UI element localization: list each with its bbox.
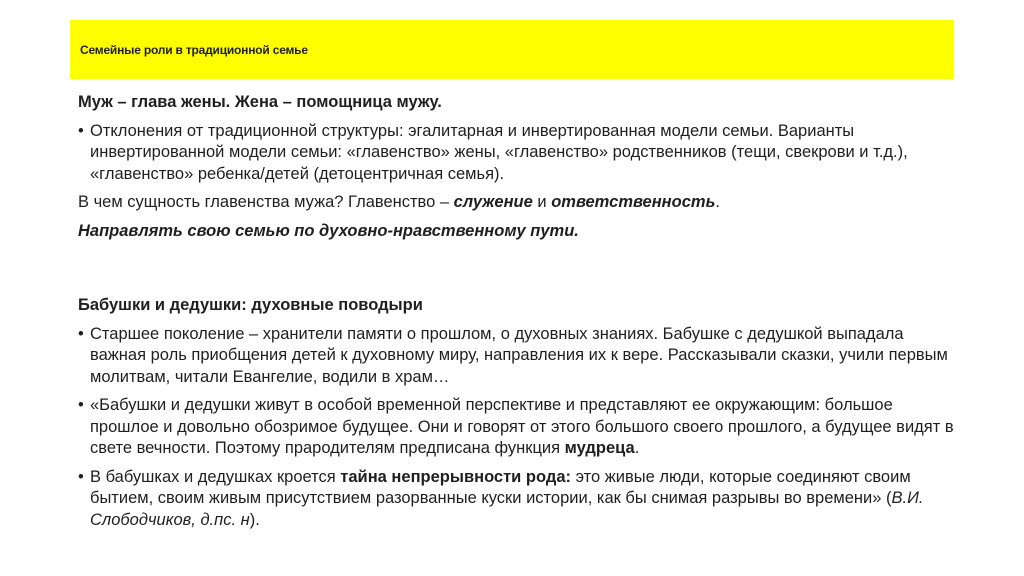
text-span: «Бабушки и дедушки живут в особой временной перспективе и представляют ее окружающим: большое прошлое и довольно обозримое будущее. Они и говорят от этого большого своего прошлого, а будущее видят в свете вечности. Поэтому прародителям предписана функция [90, 396, 954, 457]
section1-heading: Муж – глава жены. Жена – помощница мужу. [78, 93, 442, 111]
text-span: . [715, 193, 720, 211]
section1-bullet-1: • Отклонения от традиционной структуры: эгалитарная и инвертированная модели семьи. Варианты инвертированной модели семьи: «главенство» жены, «главенство» родственников (тещи, свекрови и т.д.), «главенство» ребенка/детей (детоцентричная семья). [78, 121, 958, 186]
section2-bullet-3 [78, 467, 958, 532]
title-banner [70, 20, 954, 79]
slide-title: Семейные роли в традиционной семье [80, 43, 308, 57]
section1-line-3: Направлять свою семью по духовно-нравственному пути. [78, 221, 579, 240]
section2-heading: Бабушки и дедушки: духовные поводыри [78, 296, 423, 314]
section2-bullet-1: • Старшее поколение – хранители памяти о прошлом, о духовных знаниях. Бабушке с дедушкой выпадала важная роль приобщения детей к духовному миру, направления их к вере. Рассказывали сказки, учили первым молитвам, читали Евангелие, водили в храм… [78, 324, 958, 389]
citation-author: В.И. Слободчиков, д.пс. н [90, 489, 924, 529]
text-span: и [532, 193, 552, 211]
text-span: . [634, 439, 640, 457]
spacer [78, 249, 958, 295]
text-span: ). [249, 510, 260, 529]
text-span: это живые люди, которые соединяют своим бытием, своим живым присутствием разорванные куски истории, как бы снимая разрывы во времени» ( [90, 467, 911, 507]
emphasis-service: служение [453, 193, 533, 211]
text-span: В бабушках и дедушках кроется [90, 467, 341, 486]
section2-bullet-2 [78, 395, 958, 460]
text-span: В чем сущность главенства мужа? Главенство – [78, 193, 454, 211]
emphasis-sage: мудреца [564, 439, 635, 457]
section1-line-2 [78, 192, 958, 214]
slide-body [78, 92, 958, 538]
emphasis-responsibility: ответственность [551, 193, 716, 211]
emphasis-continuity: тайна непрерывности рода: [340, 467, 571, 486]
